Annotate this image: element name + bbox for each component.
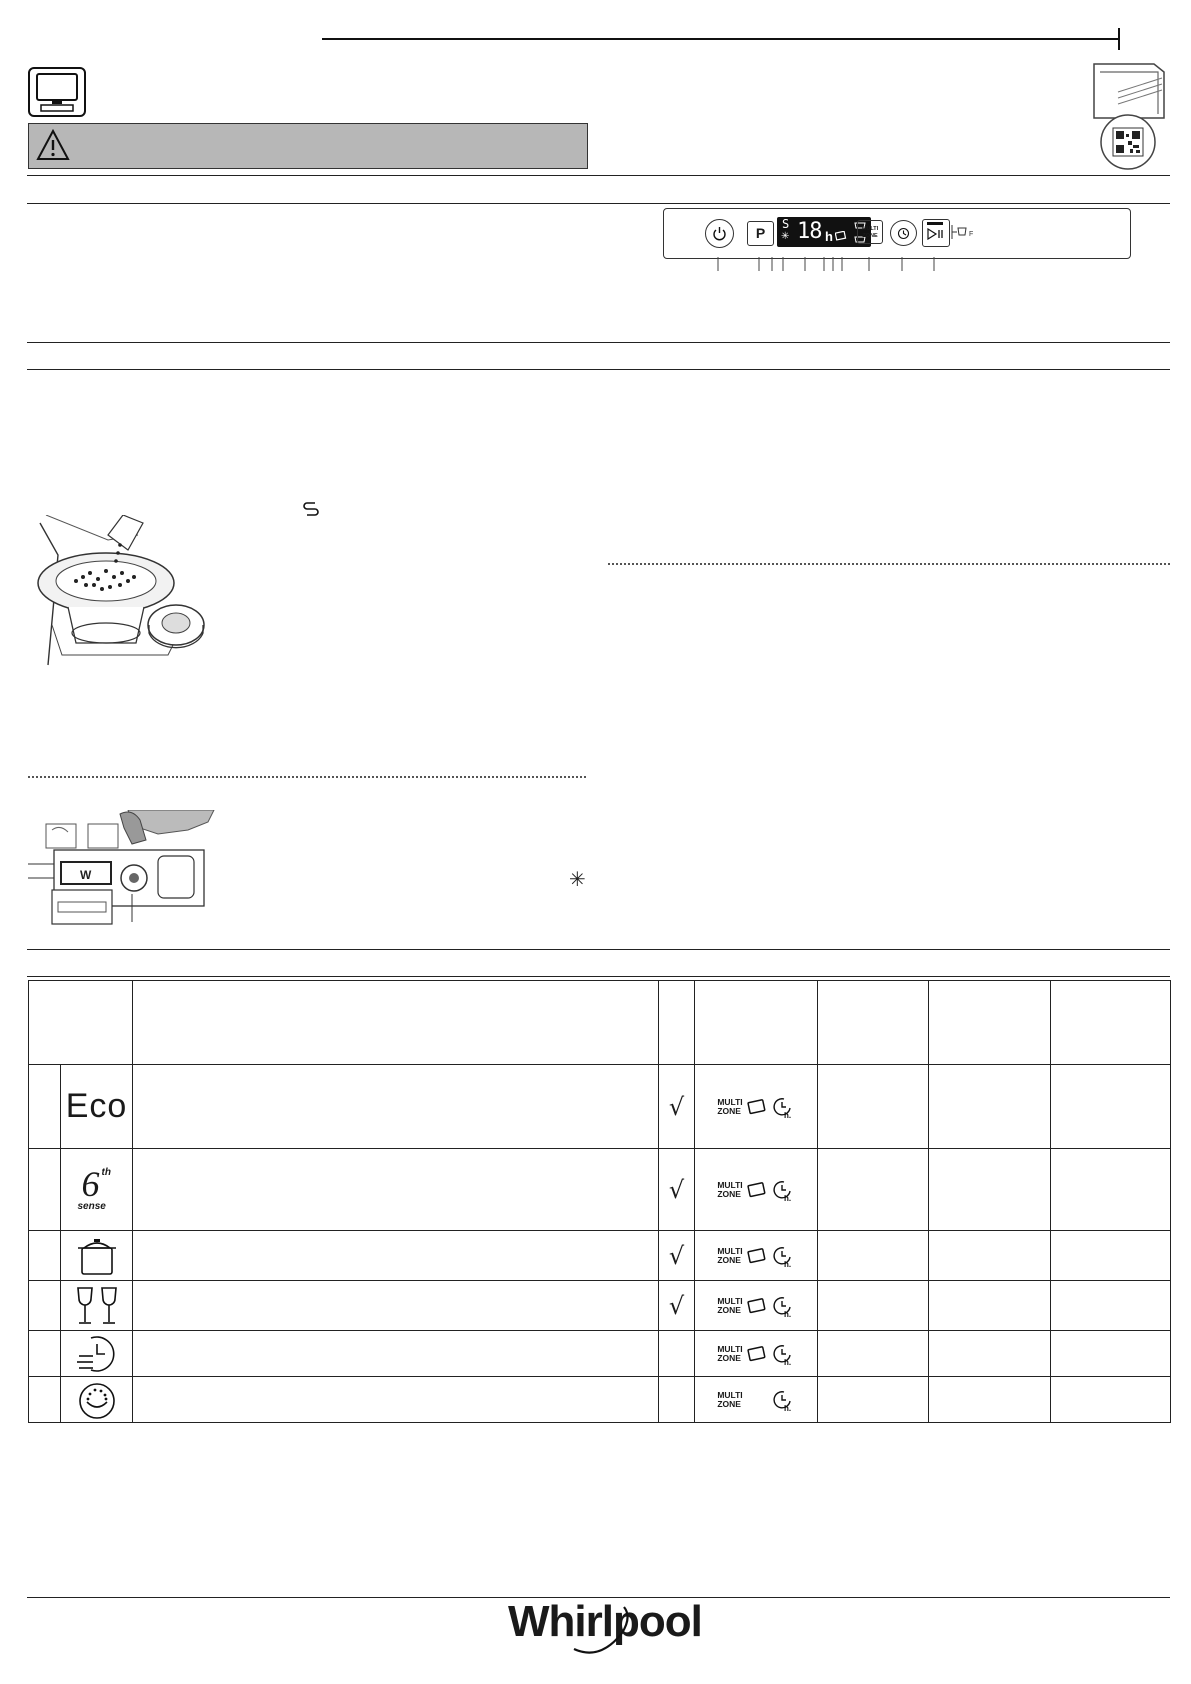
eco-icon (61, 1065, 133, 1149)
dotted-separator-right (608, 563, 1170, 565)
options-cell (695, 1065, 818, 1149)
section-rule-3 (27, 342, 1170, 343)
multizone-label-1: MULTI (861, 226, 879, 232)
value-cell (818, 1065, 929, 1149)
door-sensor-icon (951, 225, 981, 239)
delay-button[interactable] (890, 220, 917, 246)
section-rule-4 (27, 369, 1170, 370)
rinse-aid-illustration (28, 810, 218, 926)
rinse-aid-indicator-symbol: ✳ (569, 867, 586, 891)
pot-icon (61, 1231, 133, 1281)
control-callout-lines (663, 257, 1133, 274)
control-panel (663, 208, 1133, 274)
multizone-option-icon: MULTI ZONE (717, 1245, 743, 1265)
table-row (29, 1065, 1171, 1149)
check-cell (659, 1331, 695, 1377)
svg-text:W: W (80, 868, 92, 882)
display-hour-unit: h (825, 229, 833, 244)
svg-text:h.: h. (783, 1403, 791, 1412)
value-cell (818, 1231, 929, 1281)
header-cell-col7 (929, 981, 1051, 1065)
6th-sense-icon-sub: sense (77, 1200, 106, 1212)
delay-option-icon (771, 1388, 795, 1412)
salt-indicator-icon (302, 500, 320, 518)
tablet-option-icon (746, 1247, 768, 1265)
glasses-icon (61, 1281, 133, 1331)
section-rule-1 (27, 175, 1170, 176)
salt-refill-illustration (28, 515, 208, 675)
header-cell-program (29, 981, 133, 1065)
value-cell (929, 1331, 1051, 1377)
check-cell (659, 1281, 695, 1331)
multizone-button[interactable] (857, 220, 883, 244)
value-cell (1051, 1231, 1171, 1281)
start-pause-led (927, 222, 943, 225)
section-rule-2 (27, 203, 1170, 204)
value-cell (1051, 1377, 1171, 1423)
value-cell (929, 1149, 1051, 1231)
warning-bar (28, 123, 588, 169)
row-number-cell (29, 1281, 61, 1331)
description-cell (133, 1331, 659, 1377)
description-cell (133, 1231, 659, 1281)
header-cell-col8 (1051, 981, 1171, 1065)
delay-option-icon (771, 1244, 795, 1268)
value-cell (818, 1281, 929, 1331)
rinse-aid-indicator-icon: ✳ (781, 231, 790, 242)
eco-icon-text: Eco (65, 1087, 128, 1125)
warning-triangle-icon (36, 129, 70, 161)
description-cell (133, 1377, 659, 1423)
monitor-icon (28, 67, 86, 117)
multizone-label-2: ZONE (862, 233, 878, 239)
table-row (29, 1331, 1171, 1377)
check-mark: √ (668, 1241, 685, 1270)
power-icon (711, 225, 728, 242)
description-cell (133, 1149, 659, 1231)
svg-text:h.: h. (783, 1110, 791, 1119)
svg-text:h.: h. (783, 1357, 791, 1366)
table-row (29, 1281, 1171, 1331)
check-cell (659, 1065, 695, 1149)
dotted-separator-left (28, 776, 586, 778)
display-salt-letter: S (782, 217, 790, 231)
start-pause-icon (927, 228, 945, 240)
value-cell (929, 1281, 1051, 1331)
quick-wash-icon (61, 1331, 133, 1377)
value-cell (1051, 1065, 1171, 1149)
delay-clock-icon (896, 226, 911, 241)
table-row (29, 1149, 1171, 1231)
table-header-row (29, 981, 1171, 1065)
dishwasher-qr-illustration (1070, 58, 1170, 170)
value-cell (818, 1331, 929, 1377)
delay-option-icon (771, 1294, 795, 1318)
tablet-option-icon (746, 1181, 768, 1199)
svg-text:h.: h. (783, 1309, 791, 1318)
power-button[interactable] (705, 219, 734, 248)
display-tablet-icon (835, 231, 847, 241)
multizone-option-icon: MULTI ZONE (717, 1343, 743, 1363)
programs-table (28, 980, 1171, 1423)
check-cell (659, 1149, 695, 1231)
row-number-cell (29, 1065, 61, 1149)
svg-text:h.: h. (783, 1193, 791, 1202)
check-mark: √ (668, 1291, 685, 1320)
options-cell (695, 1281, 818, 1331)
display-digits: 18 (797, 219, 822, 244)
value-cell (929, 1231, 1051, 1281)
6th-sense-icon (61, 1149, 133, 1231)
svg-text:h.: h. (783, 1259, 791, 1268)
value-cell (929, 1065, 1051, 1149)
start-pause-button[interactable] (922, 219, 950, 247)
program-button[interactable]: P (747, 221, 774, 246)
description-cell (133, 1281, 659, 1331)
table-row (29, 1377, 1171, 1423)
options-cell (695, 1377, 818, 1423)
section-rule-6 (27, 976, 1170, 977)
value-cell (1051, 1281, 1171, 1331)
tablet-option-icon (746, 1297, 768, 1315)
row-number-cell (29, 1149, 61, 1231)
header-cell-check (659, 981, 695, 1065)
header-cell-options (695, 981, 818, 1065)
options-cell (695, 1231, 818, 1281)
multizone-option-icon: MULTI ZONE (717, 1096, 743, 1116)
header-cell-description (133, 981, 659, 1065)
check-cell (659, 1377, 695, 1423)
tablet-option-icon (746, 1345, 768, 1363)
6th-sense-icon-digit: 6 (81, 1163, 100, 1204)
brand-logo: Whirlpool (508, 1597, 702, 1646)
delay-option-icon (771, 1095, 795, 1119)
row-number-cell (29, 1377, 61, 1423)
options-cell (695, 1331, 818, 1377)
multizone-option-icon: MULTI ZONE (717, 1389, 743, 1409)
value-cell (1051, 1331, 1171, 1377)
delay-option-icon (771, 1342, 795, 1366)
value-cell (1051, 1149, 1171, 1231)
options-cell (695, 1149, 818, 1231)
value-cell (929, 1377, 1051, 1423)
top-rule (322, 38, 1120, 40)
header-cell-col6 (818, 981, 929, 1065)
prewash-icon (61, 1377, 133, 1423)
svg-text:F: F (969, 231, 974, 238)
row-number-cell (29, 1231, 61, 1281)
row-number-cell (29, 1331, 61, 1377)
delay-option-icon (771, 1178, 795, 1202)
6th-sense-icon-sup: th (101, 1166, 111, 1178)
check-mark: √ (668, 1175, 685, 1204)
multizone-option-icon: MULTI ZONE (717, 1179, 743, 1199)
description-cell (133, 1065, 659, 1149)
multizone-option-icon: MULTI ZONE (717, 1295, 743, 1315)
tablet-option-icon (746, 1098, 768, 1116)
section-rule-5 (27, 949, 1170, 950)
value-cell (818, 1377, 929, 1423)
top-rule-tick (1118, 28, 1120, 50)
table-row (29, 1231, 1171, 1281)
check-mark: √ (668, 1092, 685, 1121)
value-cell (818, 1149, 929, 1231)
check-cell (659, 1231, 695, 1281)
brand-logo-swoosh (570, 1603, 640, 1659)
